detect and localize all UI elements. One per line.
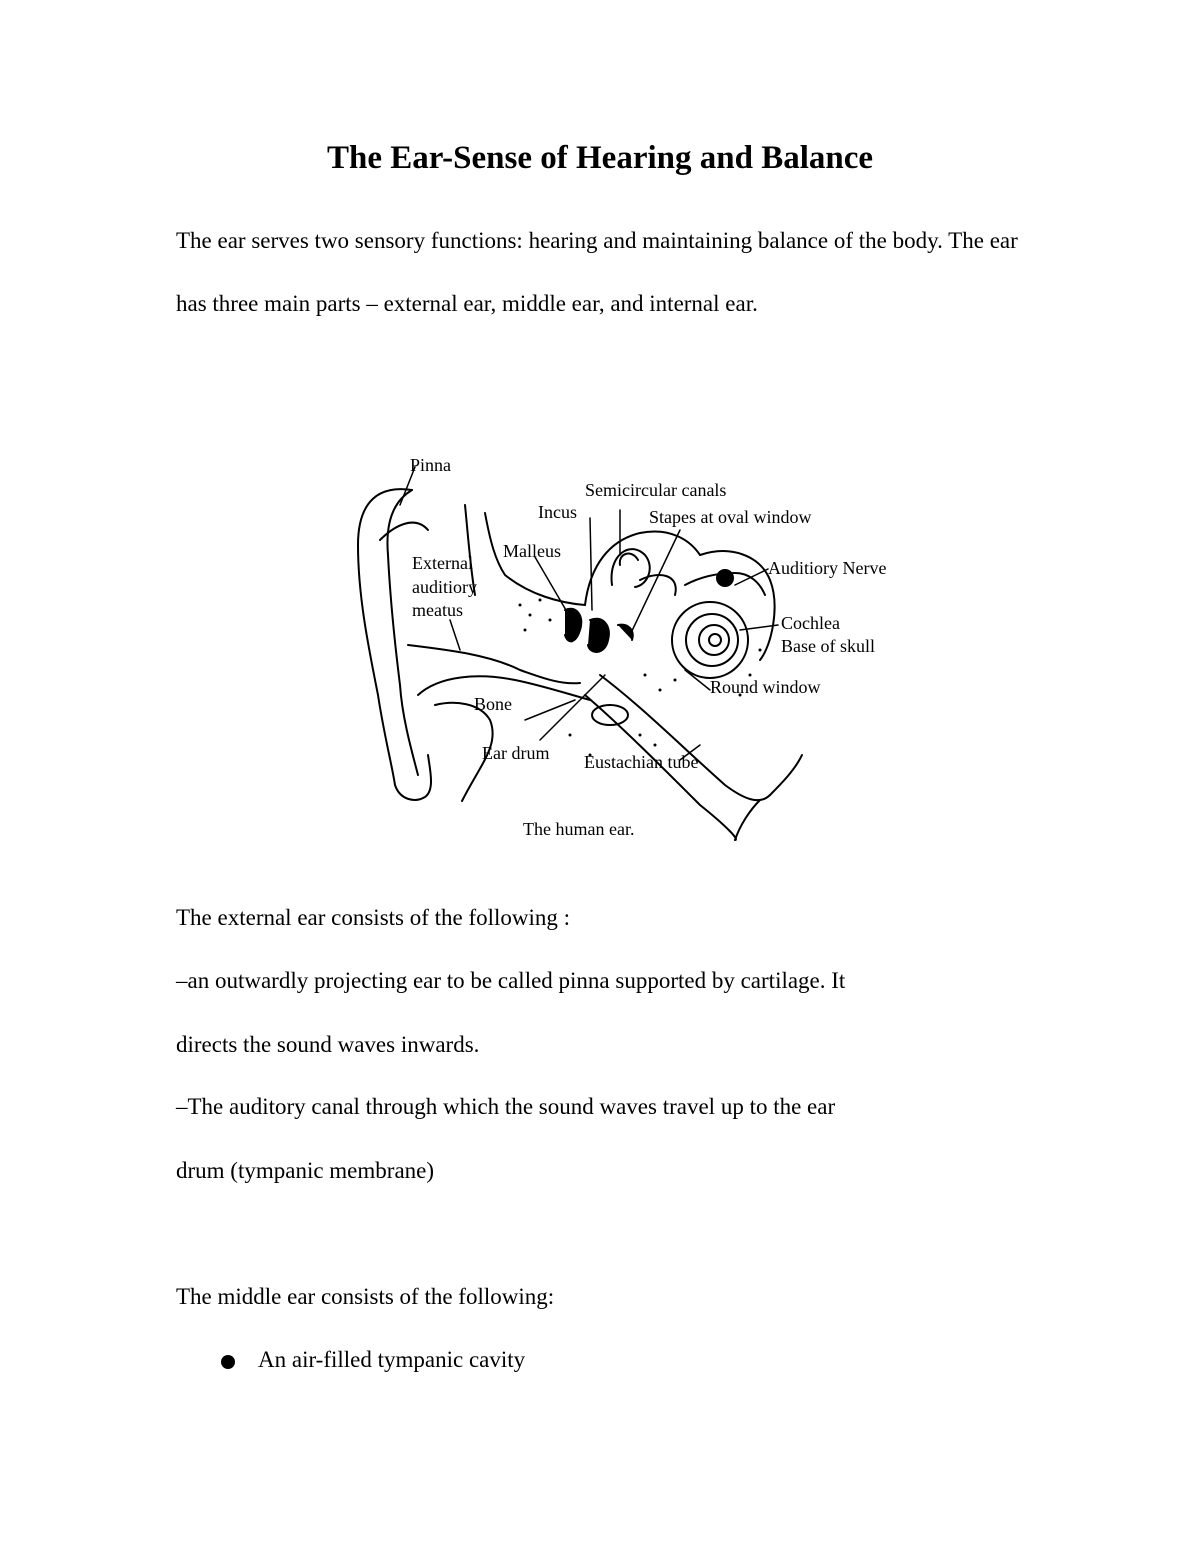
page-title: The Ear-Sense of Hearing and Balance	[326, 140, 874, 176]
label-semicircular-canals: Semicircular canals	[585, 480, 727, 500]
label-pinna: Pinna	[410, 455, 452, 475]
label-external-1: External	[412, 553, 473, 573]
label-incus: Incus	[538, 502, 577, 522]
label-malleus: Malleus	[503, 541, 561, 561]
external-ear-item1-line1: –an outwardly projecting ear to be called pinna supported by cartilage. It	[176, 968, 846, 993]
external-ear-item1-line2: directs the sound waves inwards.	[176, 1032, 480, 1057]
external-ear-item2-line2: drum (tympanic membrane)	[176, 1158, 435, 1183]
label-bone: Bone	[474, 694, 512, 714]
external-ear-item2-line1: –The auditory canal through which the sound waves travel up to the ear	[176, 1094, 836, 1119]
ear-diagram	[340, 445, 920, 845]
figure-caption: The human ear.	[523, 819, 635, 839]
label-eustachian-tube: Eustachian tube	[584, 752, 699, 772]
label-base-of-skull: Base of skull	[781, 636, 875, 656]
intro-paragraph: The ear serves two sensory functions: hearing and maintaining balance of the body. The ear has three main parts – external ear, middle ear, and internal ear.	[176, 228, 1018, 316]
label-external-3: meatus	[412, 600, 463, 620]
middle-ear-heading: The middle ear consists of the following:	[176, 1284, 555, 1309]
label-round-window: Round window	[710, 677, 821, 697]
label-auditory-nerve: Auditiory Nerve	[768, 558, 887, 578]
label-ear-drum: Ear drum	[482, 743, 550, 763]
bullet-icon	[221, 1355, 235, 1369]
label-cochlea: Cochlea	[781, 613, 840, 633]
label-stapes: Stapes at oval window	[649, 507, 812, 527]
label-external-2: auditiory	[412, 577, 477, 597]
external-ear-heading: The external ear consists of the following :	[176, 905, 571, 930]
middle-ear-bullet: An air-filled tympanic cavity	[258, 1347, 526, 1372]
